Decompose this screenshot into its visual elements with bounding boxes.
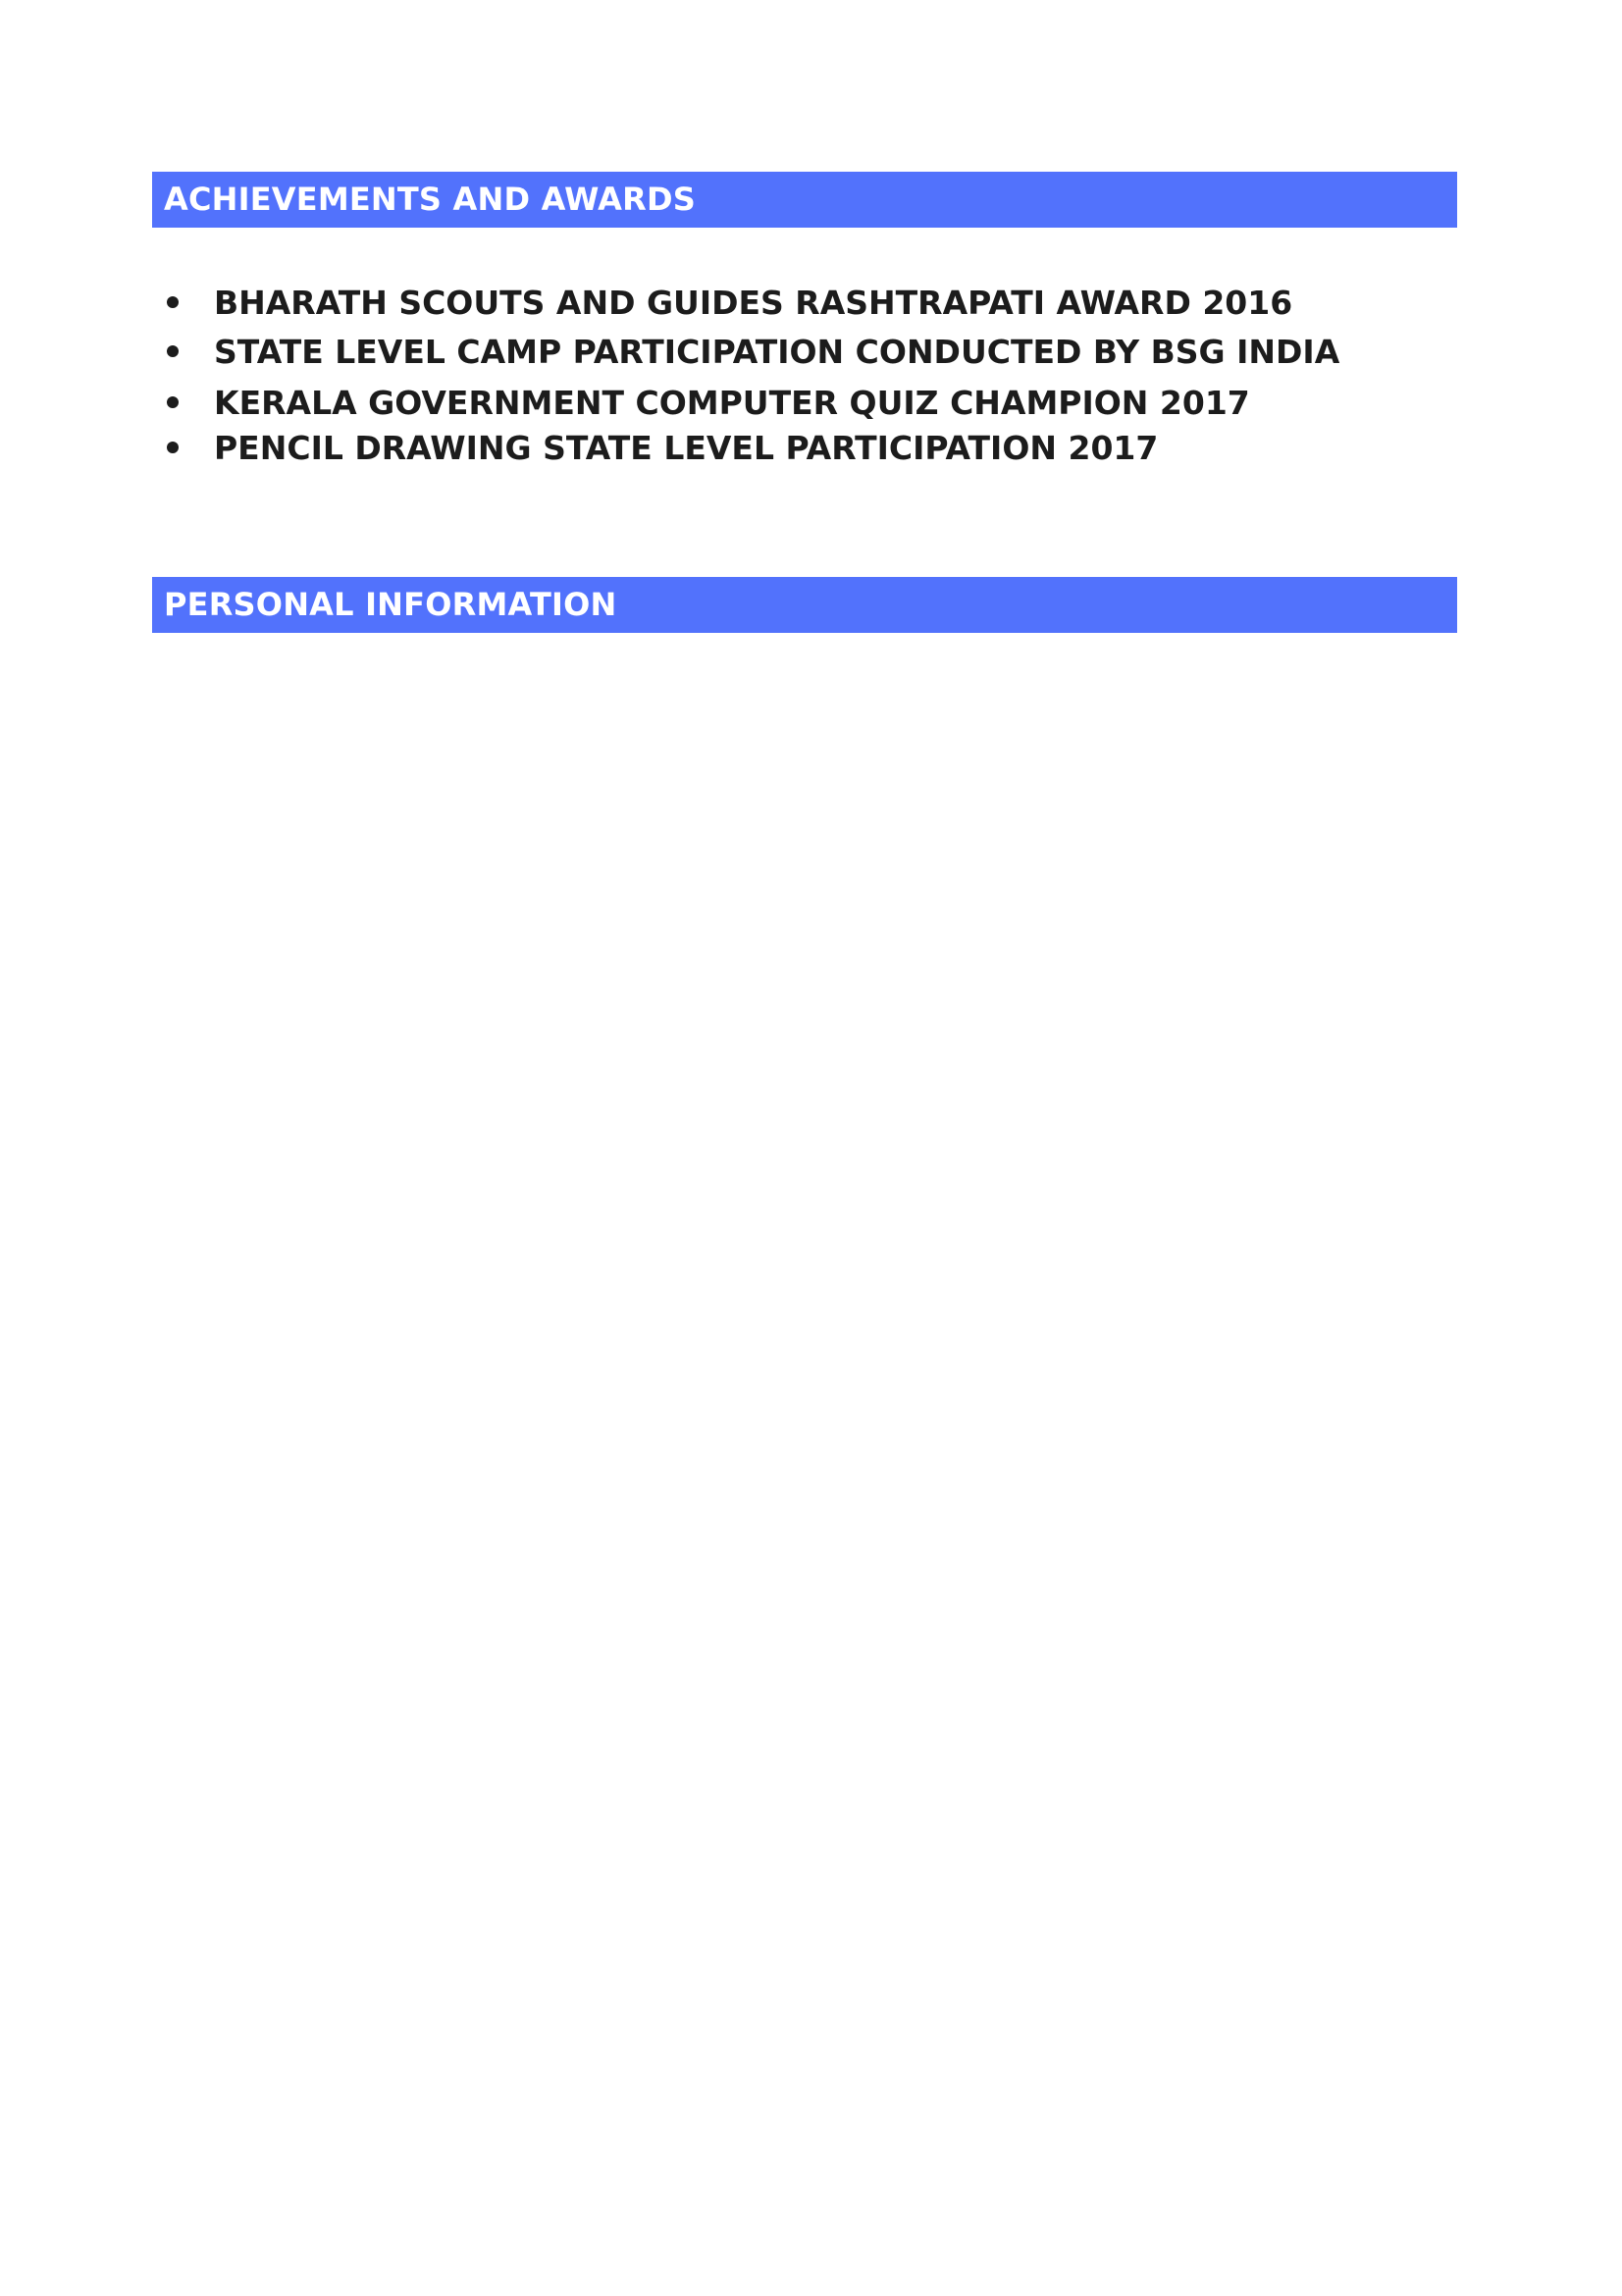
award-text: STATE LEVEL CAMP PARTICIPATION CONDUCTED BY BSG INDIA xyxy=(214,333,1340,371)
award-text: KERALA GOVERNMENT COMPUTER QUIZ CHAMPION 2017 xyxy=(214,384,1250,422)
bullet-icon xyxy=(167,345,179,357)
bullet-icon xyxy=(167,442,179,453)
list-item xyxy=(167,331,1339,374)
list-item xyxy=(167,382,1250,425)
bullet-icon xyxy=(167,296,179,308)
bullet-icon xyxy=(167,396,179,408)
achievements-section-header: ACHIEVEMENTS AND AWARDS xyxy=(152,172,1457,228)
list-item xyxy=(167,282,1292,325)
award-text: BHARATH SCOUTS AND GUIDES RASHTRAPATI AWARD 2016 xyxy=(214,284,1293,322)
personal-information-section-header: PERSONAL INFORMATION xyxy=(152,577,1457,633)
award-text: PENCIL DRAWING STATE LEVEL PARTICIPATION 2017 xyxy=(214,429,1159,467)
list-item xyxy=(167,427,1158,470)
